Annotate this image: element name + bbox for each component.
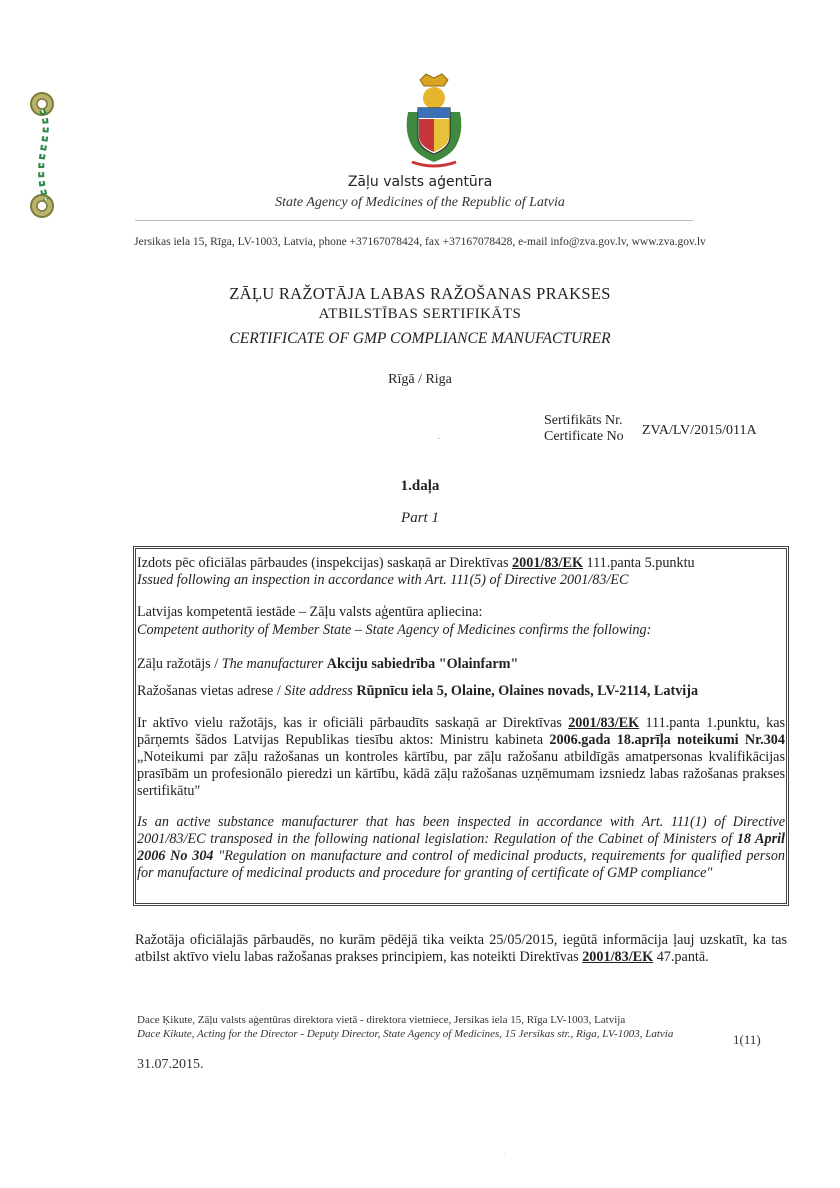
part-heading-lv: 1.daļa xyxy=(400,478,440,494)
place-of-issue: Rīgā / Riga xyxy=(388,372,452,387)
certificate-number: ZVA/LV/2015/011A xyxy=(642,423,757,438)
certificate-label-en: Certificate No xyxy=(544,429,624,444)
certificate-number-labels xyxy=(544,413,624,445)
header-divider xyxy=(135,220,693,221)
agency-name-latvian: Zāļu valsts aģentūra xyxy=(347,174,493,190)
certificate-title-line1: ZĀĻU RAŽOTĀJA LABAS RAŽOŠANAS PRAKSES xyxy=(229,284,611,303)
agency-name-english: State Agency of Medicines of the Republic of Latvia xyxy=(275,195,565,210)
certificate-label-lv: Sertifikāts Nr. xyxy=(544,413,623,428)
active-substance-paragraph-en: Is an active substance manufacturer that has been inspected in accordance with Art. 111(1) of Directive 2001/83/EC transposed in the following national legislation: Regulation of the Cabinet of Ministers of 18 April 2006 No 304 "Regulation on manufacture and control of medicinal products, requirements for qualified person for manufacture of medicinal products and procedure for granting of certificate of GMP compliance" xyxy=(137,814,786,881)
site-address-line: Ražošanas vietas adrese / Site address Rūpnīcu iela 5, Olaine, Olaines novads, LV-2114, Latvija xyxy=(137,683,699,699)
signatory-block xyxy=(137,1013,717,1041)
authority-statement-en: Competent authority of Member State – State Agency of Medicines confirms the following: xyxy=(137,622,652,638)
directive-ref: 2001/83/EK xyxy=(512,555,583,571)
part-heading-en: Part 1 xyxy=(401,510,439,526)
certificate-title-line2: ATBILSTĪBAS SERTIFIKĀTS xyxy=(318,306,522,322)
signatory-en: Dace Kikute, Acting for the Director - Deputy Director, State Agency of Medicines, 15 Jersikas str., Riga, LV-1003, Latvia xyxy=(137,1028,674,1040)
authority-statement-lv: Latvijas kompetentā iestāde – Zāļu valsts aģentūra apliecina: xyxy=(137,604,483,620)
manufacturer-name: Akciju sabiedrība "Olainfarm" xyxy=(326,656,519,672)
signature-date: 31.07.2015. xyxy=(137,1057,204,1072)
issued-statement-lv: Izdots pēc oficiālas pārbaudes (inspekcijas) saskaņā ar Direktīvas 2001/83/EK 111.panta 5.punktu xyxy=(137,555,695,571)
scan-speck: · xyxy=(437,434,441,445)
scan-speck-bottom: · xyxy=(503,1150,506,1159)
site-address-value: Rūpnīcu iela 5, Olaine, Olaines novads, LV-2114, Latvija xyxy=(356,683,699,699)
latvia-coat-of-arms-icon xyxy=(398,72,470,172)
signatory-lv: Dace Ķikute, Zāļu valsts aģentūras direktora vietā - direktora vietniece, Jersikas iela 15, Rīga LV-1003, Latvija xyxy=(137,1014,626,1026)
page-number: 1(11) xyxy=(733,1032,761,1047)
agency-contact-address: Jersikas iela 15, Rīga, LV-1003, Latvia, phone +37167078424, fax +37167078428, e-mail info@zva.gov.lv, www.zva.gov.lv xyxy=(134,236,706,248)
conclusion-paragraph: Ražotāja oficiālajās pārbaudēs, no kurām pēdējā tika veikta 25/05/2015, iegūtā informācija ļauj uzskatīt, ka tas atbilst aktīvo vielu labas ražošanas prakses principiem, kas noteikti Direktīvas 2001/83/EK 47.pantā. xyxy=(135,932,787,965)
active-substance-paragraph-lv: Ir aktīvo vielu ražotājs, kas ir oficiāli pārbaudīts saskaņā ar Direktīvas 2001/83/EK 111.panta 1.punktu, kas pārņemts šādos Latvijas Republikas tiesību aktos: Ministru kabineta 2006.gada 18.aprīļa noteikumi Nr.304 „Noteikumi par zāļu ražošanas un kontroles kārtību, par zāļu ražošanu atbildīgās amatpersonas kvalifikācijas prasībām un profesionālo pieredzi un kārtību, kādā zāļu ražošanas uzņēmumam izsniedz labas ražošanas prakses sertifikātu" xyxy=(137,715,786,799)
certificate-title-english: CERTIFICATE OF GMP COMPLIANCE MANUFACTURER xyxy=(229,330,611,347)
issued-statement-en: Issued following an inspection in accordance with Art. 111(5) of Directive 2001/83/EC xyxy=(137,572,629,588)
manufacturer-line: Zāļu ražotājs / The manufacturer Akciju sabiedrība "Olainfarm" xyxy=(137,656,519,672)
